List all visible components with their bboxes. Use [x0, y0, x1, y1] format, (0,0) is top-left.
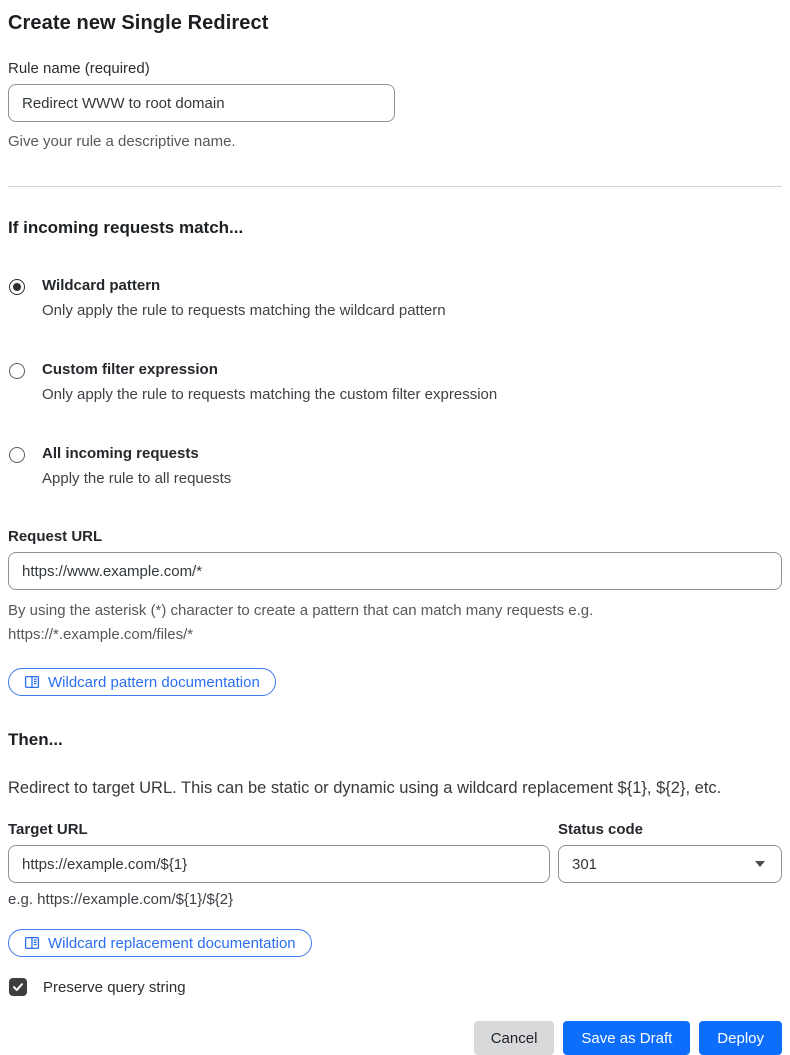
rule-name-label: Rule name (required): [8, 60, 150, 77]
doc-button-label: Wildcard replacement documentation: [48, 934, 296, 952]
radio-selected-icon[interactable]: [9, 279, 25, 295]
status-code-value: 301: [572, 855, 598, 873]
wildcard-replacement-docs-button[interactable]: [8, 929, 312, 957]
page-title: Create new Single Redirect: [8, 12, 269, 34]
rule-name-input[interactable]: [8, 84, 395, 122]
section-divider: [8, 186, 782, 187]
radio-label: Wildcard pattern: [42, 277, 161, 294]
match-section-heading: If incoming requests match...: [8, 218, 244, 237]
radio-description: Only apply the rule to requests matching the custom filter expression: [42, 386, 498, 403]
request-url-help-line2: https://*.example.com/files/*: [8, 626, 194, 643]
save-as-draft-button[interactable]: Save as Draft: [563, 1021, 690, 1055]
target-url-help: e.g. https://example.com/${1}/${2}: [8, 891, 234, 908]
cancel-button[interactable]: Cancel: [474, 1021, 555, 1055]
radio-option-all-incoming-requests[interactable]: [8, 444, 782, 490]
book-icon: [24, 674, 40, 690]
target-url-label: Target URL: [8, 821, 88, 838]
request-url-help: [8, 599, 748, 647]
radio-description: Only apply the rule to requests matching the wildcard pattern: [42, 302, 446, 319]
chevron-down-icon: [755, 861, 765, 867]
target-url-input[interactable]: [8, 845, 550, 883]
preserve-query-string-checkbox-row[interactable]: [8, 978, 782, 996]
match-type-radio-group: [8, 276, 782, 490]
target-and-status-row: [8, 821, 782, 908]
radio-label: All incoming requests: [42, 445, 199, 462]
status-code-label: Status code: [558, 821, 644, 838]
request-url-help-line1: By using the asterisk (*) character to create a pattern that can match many requests e.g.: [8, 602, 594, 619]
footer-actions: [8, 1021, 782, 1055]
preserve-query-string-label: Preserve query string: [43, 978, 186, 996]
checkbox-checked-icon[interactable]: [9, 978, 27, 996]
request-url-label: Request URL: [8, 528, 103, 545]
rule-name-help: Give your rule a descriptive name.: [8, 133, 236, 150]
radio-label: Custom filter expression: [42, 361, 218, 378]
request-url-input[interactable]: [8, 552, 782, 590]
status-code-select[interactable]: [558, 845, 782, 883]
deploy-button[interactable]: Deploy: [699, 1021, 782, 1055]
doc-button-label: Wildcard pattern documentation: [48, 673, 260, 691]
radio-option-wildcard-pattern[interactable]: [8, 276, 782, 322]
then-section-heading: Then...: [8, 730, 63, 749]
radio-option-custom-filter-expression[interactable]: [8, 360, 782, 406]
wildcard-pattern-docs-button[interactable]: [8, 668, 276, 696]
radio-unselected-icon[interactable]: [9, 447, 25, 463]
book-icon: [24, 935, 40, 951]
then-section-description: Redirect to target URL. This can be static or dynamic using a wildcard replacement ${1}, ${2}, etc.: [8, 779, 722, 797]
radio-description: Apply the rule to all requests: [42, 470, 232, 487]
radio-unselected-icon[interactable]: [9, 363, 25, 379]
